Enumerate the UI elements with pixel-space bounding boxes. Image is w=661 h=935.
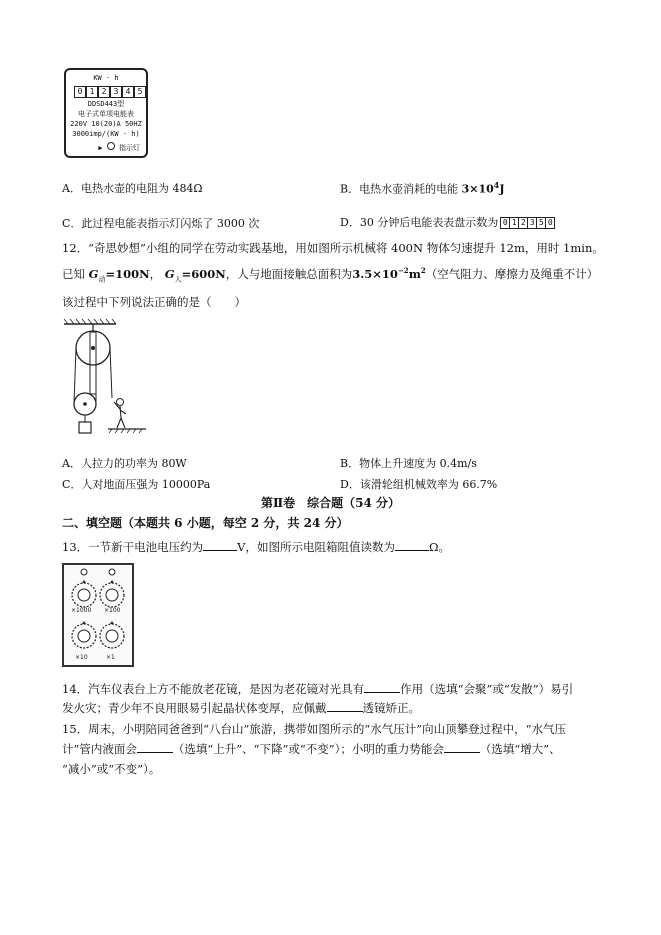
- q11-option-b-exp: 4: [493, 180, 500, 190]
- meter-unit: KW · h: [93, 74, 119, 82]
- q11-option-d: [340, 214, 554, 230]
- dial-label-1000: ×1000: [71, 607, 92, 614]
- q15-text-c: （选填“增大”、: [479, 742, 561, 756]
- q12-option-d: D．该滑轮组机械效率为 66.7%: [340, 478, 498, 491]
- electric-meter-figure: [64, 68, 148, 158]
- q12-g-person-sub: 人: [174, 275, 182, 284]
- q12-g-person-value: =600N: [181, 267, 226, 281]
- q13-text-b: V，如图所示电阻箱阻值读数为: [237, 540, 395, 554]
- digit: 0: [545, 217, 555, 229]
- q12-g-wheel: G: [88, 267, 99, 281]
- q12-option-a: A．人拉力的功率为 80W: [62, 457, 187, 470]
- q12-area-unit-exp: 2: [420, 266, 426, 276]
- q12-option-c: C．人对地面压强为 10000Pa: [62, 478, 211, 491]
- q15-text-a: 计”管内液面会: [62, 742, 137, 756]
- indicator-arrow-icon: ▶: [98, 144, 103, 152]
- q12-option-b: B．物体上升速度为 0.4m/s: [340, 457, 477, 470]
- q12-g-person: G: [164, 267, 175, 281]
- q12-g-wheel-value: =100N: [105, 267, 150, 281]
- pulley-system-figure: [60, 318, 156, 436]
- q15-text-b: （选填“上升”、“下降”或“不变”）；小明的重力势能会: [172, 742, 444, 756]
- meter-indicator-row: [66, 142, 146, 152]
- meter-digit: 2: [98, 86, 110, 98]
- meter-constant: 3000imp/(KW · h): [72, 130, 140, 138]
- q13-line: [62, 539, 450, 555]
- q14-blank-effect[interactable]: [364, 682, 400, 693]
- q11-option-d-digits: [500, 217, 554, 229]
- q15-line-2: [62, 741, 561, 757]
- meter-rating: 220V 10(20)A 50HZ: [70, 120, 142, 128]
- q15-line-3: “减小”或“不变”）。: [62, 762, 161, 776]
- q14-blank-lens[interactable]: [327, 701, 363, 712]
- q12-line-3: 该过程中下列说法正确的是（ ）: [62, 295, 246, 309]
- dial-label-100: ×100: [104, 607, 121, 614]
- q14-text-a: 14．汽车仪表台上方不能放老花镜，是因为老花镜对光具有: [62, 682, 365, 696]
- q11-option-b-value: 3×10: [461, 182, 494, 196]
- dial-label-1: ×1: [106, 654, 115, 661]
- q12-g-wheel-sub: 动: [98, 275, 106, 284]
- meter-digit: 1: [86, 86, 98, 98]
- q12-area-value: 3.5×10: [352, 267, 398, 281]
- q12-line-1: 12．“奇思妙想”小组的同学在劳动实践基地，用如图所示机械将 400N 物体匀速提升 12m，用时 1min。: [62, 241, 604, 255]
- resistance-box-figure: [62, 563, 134, 667]
- q15-blank-level[interactable]: [137, 742, 173, 753]
- meter-digits: [74, 86, 146, 98]
- digit: 3: [527, 217, 537, 229]
- meter-indicator-label: 指示灯: [119, 144, 140, 152]
- q12-area-label: ，人与地面接触总面积为: [225, 267, 353, 281]
- q15-line-1: 15．周末，小明陪同爸爸到“八台山”旅游，携带如图所示的“水气压计”向山顶攀登过程中，“水气压: [62, 722, 567, 736]
- q11-option-c: C．此过程电能表指示灯闪烁了 3000 次: [62, 217, 260, 230]
- q12-line-2: 已知 $G_动=100N$， $G_人=600N$，人与地面接触总面积为$3.5\times 10^{-2}m^2$（空气阻力、摩擦力及绳重不计）: [62, 266, 599, 284]
- meter-digit: 0: [74, 86, 86, 98]
- q14-text-d: 透镜矫正。: [362, 701, 420, 715]
- resistance-box-dials: [64, 565, 132, 665]
- digit: 5: [536, 217, 546, 229]
- q13-blank-resistance[interactable]: [395, 540, 429, 551]
- dial-label-10: ×10: [75, 654, 88, 661]
- meter-digit: 3: [110, 86, 122, 98]
- q14-line-2: [62, 700, 420, 716]
- q11-option-b: [340, 180, 505, 197]
- q11-option-b-text: B．电热水壶消耗的电能: [340, 182, 462, 196]
- indicator-lamp-icon: [107, 142, 115, 150]
- q13-blank-voltage[interactable]: [203, 540, 237, 551]
- q14-text-b: 作用（选填“会聚”或“发散”）易引: [400, 682, 574, 696]
- q14-line-1: [62, 681, 573, 697]
- meter-model: DDSD443型: [87, 100, 125, 108]
- meter-type: 电子式单项电能表: [78, 110, 134, 118]
- section-heading: 二、填空题（本题共 6 小题，每空 2 分，共 24 分）: [62, 516, 349, 530]
- digit: 0: [500, 217, 510, 229]
- q12-area-exp: −2: [397, 266, 409, 276]
- q12-given-label: 已知: [62, 267, 85, 281]
- section-title: 第Ⅱ卷 综合题（54 分）: [261, 496, 400, 510]
- q15-blank-energy[interactable]: [444, 742, 480, 753]
- q11-option-b-unit: J: [499, 182, 505, 196]
- meter-digit: 5: [134, 86, 146, 98]
- q12-area-unit: m: [408, 267, 421, 281]
- q14-text-c: 发火灾；青少年不良用眼易引起晶状体变厚，应佩戴: [62, 701, 327, 715]
- q13-text-a: 13．一节新干电池电压约为: [62, 540, 204, 554]
- meter-digit: 4: [122, 86, 134, 98]
- q12-conditions: （空气阻力、摩擦力及绳重不计）: [425, 267, 599, 281]
- digit: 1: [509, 217, 519, 229]
- q11-option-a: A．电热水壶的电阻为 484Ω: [62, 182, 203, 195]
- digit: 2: [518, 217, 528, 229]
- q13-text-c: Ω。: [428, 540, 450, 554]
- q11-option-d-text: D．30 分钟后电能表表盘示数为: [340, 216, 499, 229]
